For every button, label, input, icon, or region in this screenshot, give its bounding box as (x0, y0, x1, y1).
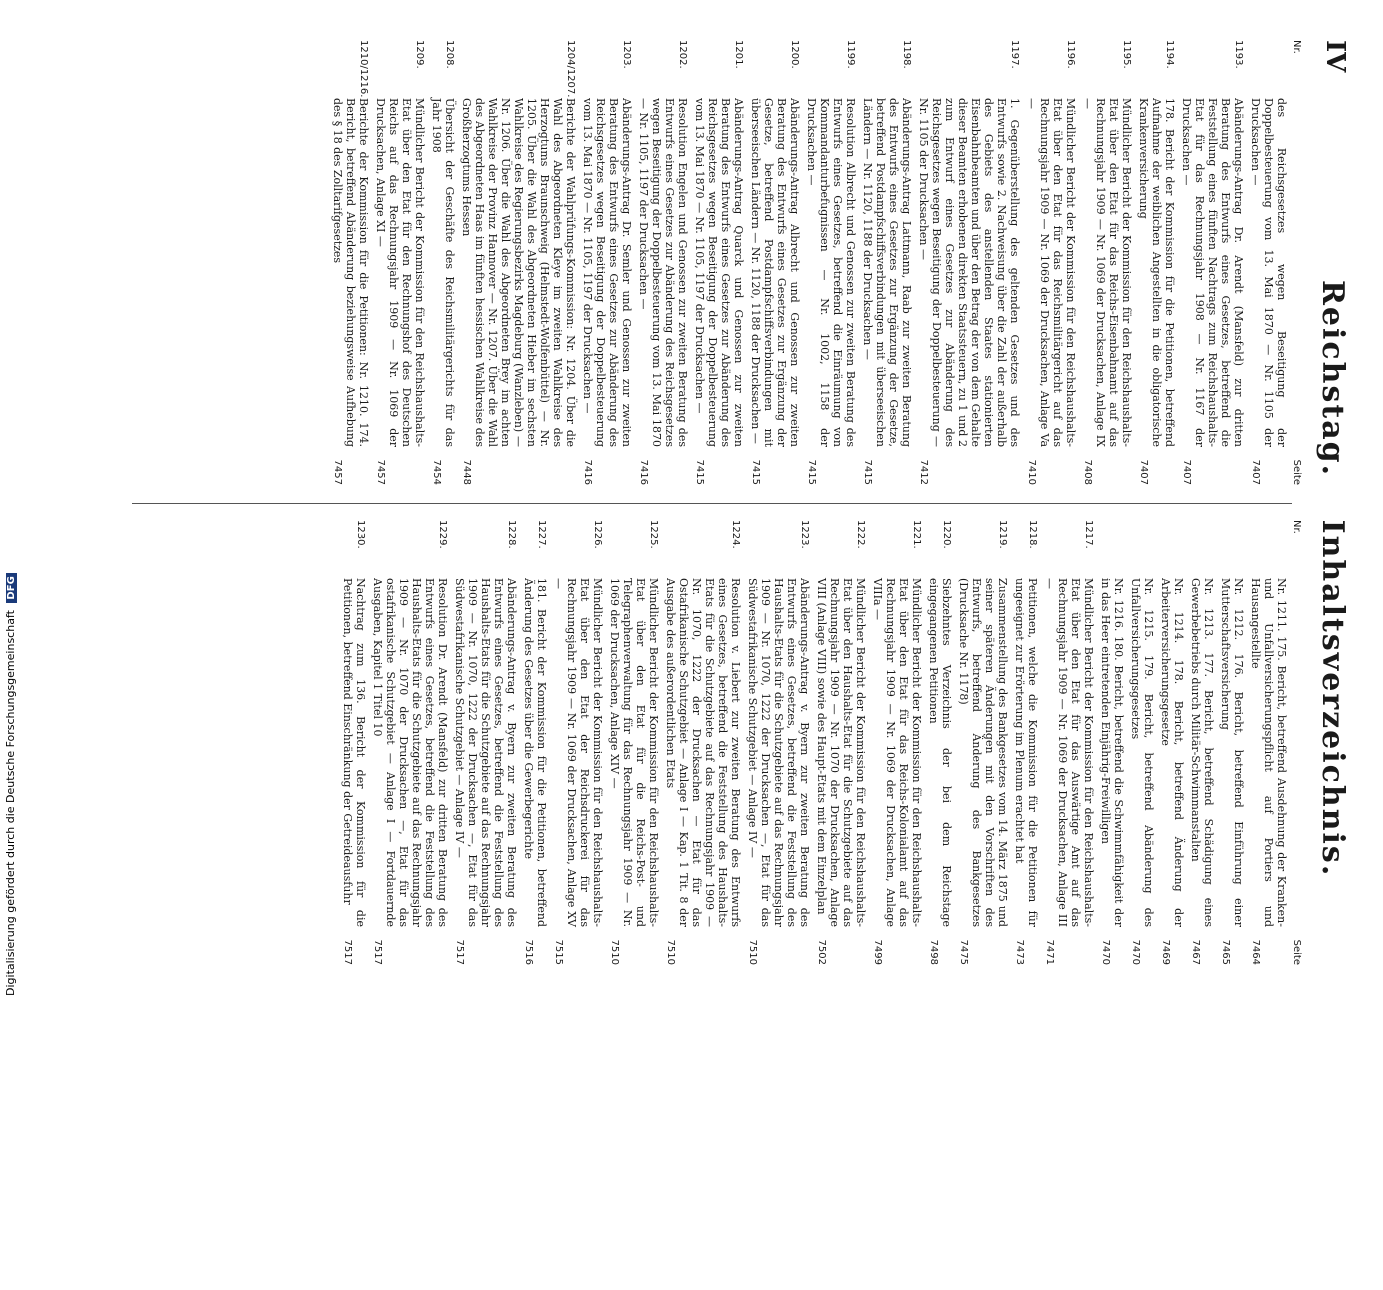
entry-text: Abänderungs-Antrag Dr. Semler und Genossen zur zweiten Beratung des Entwurfs eines Gesetzes zur Abänderung des Reichsgesetzes wegen Beseitigung der Doppelbesteuerung vom 13. Mai 1870 — Nr. 1105, 1197 der Drucksachen — (581, 98, 633, 447)
index-entry (927, 520, 953, 965)
entry-text: 181. Bericht der Kommission für die Petitionen, betreffend Änderung des Gesetzes über die Gewerbegerichte (522, 578, 548, 927)
index-entry (460, 40, 577, 485)
entry-number: 1230. (355, 520, 366, 549)
index-entry (1081, 40, 1133, 485)
index-entry (1025, 40, 1077, 485)
entry-number: 1222. (855, 520, 866, 549)
entry-text: Siebzehntes Verzeichnis der bei dem Reichstage eingegangenen Petitionen (927, 578, 953, 927)
entry-text: 178. Bericht der Kommission für die Petitionen, betreffend Aufnahme der weiblichen Angestellten in die obligatorische Krankenversicherung (1137, 98, 1176, 447)
title-part1: Reichstag. (1315, 280, 1350, 478)
entry-page: 7464 (1250, 939, 1261, 965)
index-entry (374, 40, 426, 485)
entry-text: Resolution Dr. Arendt (Mansfeld) zur dritten Beratung des Entwurfs eines Gesetzes, betreffend die Feststellung des Haushalts-Etats für die Schutzgebiete auf das Rechnungsjahr 1909 — Nr. 1070 der Drucksachen —, Etat für das ostafrikanische Schutzgebiet — Anlage I — Fortdauernde Ausgaben, Kapitel 1 Titel 10 (371, 578, 449, 927)
index-entry (331, 40, 370, 485)
entry-number: 1229. (437, 520, 448, 549)
entry-number: 1195. (1121, 40, 1132, 69)
entry-number (1219, 520, 1245, 578)
entry-text: Nr. 1211. 175. Bericht, betreffend Ausdehnung der Kranken- und Unfallversicherungspflicht auf Portiers und Hausangestellte (1249, 578, 1288, 927)
page-header (1306, 40, 1350, 970)
entry-number (1159, 520, 1185, 578)
index-entry (552, 520, 604, 965)
right-column-header (1288, 520, 1302, 965)
entry-text: Abänderungs-Antrag Dr. Arendt (Mansfeld) zur dritten Beratung des Entwurfs eines Gesetzes, betreffend die Feststellung eines fünften Nachtrags zum Reichshaushalts-Etat für das Rechnungsjahr 1908 — Nr. 1167 der Drucksachen — (1180, 98, 1245, 447)
index-entry (522, 520, 548, 965)
entry-text: Petitionen, welche die Kommission für die Petitionen für ungeeignet zur Erörterung im Plenum erachtet hat (1013, 578, 1039, 927)
entry-number: 1200. (789, 40, 800, 69)
entry-page: 7457 (375, 459, 386, 485)
entry-text: Mündlicher Bericht der Kommission für den Reichshaushalts-Etat über den Haushalts-Etat für die Schutzgebiete auf das Rechnungsjahr 1909 — Nr. 1070 der Drucksachen, Anlage VIII (Anlage VIII) sowie des Haupt-Etats mit dem Einzelplan (815, 578, 867, 927)
entry-page: 7415 (750, 459, 761, 485)
entry-page: 7517 (454, 939, 465, 965)
credit-text: Digitalisierung gefördert durch die Deutsche Forschungsgemeinschaft (4, 610, 17, 996)
index-entry (861, 40, 913, 485)
no-label: Nr. (1291, 520, 1302, 534)
entry-text: des Reichsgesetzes wegen Beseitigung der Doppelbesteuerung vom 13. Mai 1870 — Nr. 1105 der Drucksachen — (1249, 98, 1288, 447)
entry-number: 1194. (1164, 40, 1175, 69)
entry-text: Mündlicher Bericht der Kommission für den Reichshaushalts-Etat über den Etat für das Reichs-Eisenbahnamt auf das Rechnungsjahr 1909 — Nr. 1069 der Drucksachen, Anlage IX — (1081, 98, 1133, 447)
entry-number (1099, 520, 1125, 578)
title-part2: Inhaltsverzeichnis. (1315, 519, 1350, 878)
index-entry (1099, 520, 1125, 965)
index-entry (1180, 40, 1245, 485)
entry-page: 7470 (1100, 939, 1111, 965)
index-entry (581, 40, 633, 485)
entry-page: 7407 (1138, 459, 1149, 485)
entry-number: 1221. (911, 520, 922, 549)
index-entry (1137, 40, 1176, 485)
index-entry (1159, 520, 1185, 965)
left-entry-list (331, 40, 1288, 485)
entry-number: 1225. (648, 520, 659, 549)
entry-number: 1220. (941, 520, 952, 549)
index-entry (637, 40, 689, 485)
index-entry (1043, 520, 1095, 965)
entry-number: 1203. (621, 40, 632, 69)
entry-text: Mündlicher Bericht der Kommission für den Reichshaushalts-Etat über den Etat für die Reichs-Post- und Telegraphenverwaltung für das Rechnungsjahr 1909 — Nr. 1069 der Drucksachen, Anlage XIV — (608, 578, 660, 927)
right-column (122, 520, 1302, 965)
entry-page: 7415 (694, 459, 705, 485)
rotated-page (331, 40, 1350, 1290)
entry-number: 1223. (799, 520, 810, 549)
entry-text: Nachtrag zum 136. Bericht der Kommission für die Petitionen, betreffend Einschränkung der Getreideausfuhr (341, 578, 367, 927)
entry-text: Mündlicher Bericht der Kommission für den Reichshaushalts-Etat über den Etat für das Reichsmilitärgericht auf das Rechnungsjahr 1909 — Nr. 1069 der Drucksachen, Anlage Va — (1025, 98, 1077, 447)
entry-page: 7407 (1181, 459, 1192, 485)
index-entry (746, 520, 811, 965)
entry-text: Abänderungs-Antrag Quarck und Genossen zur zweiten Beratung des Entwurfs eines Gesetzes zur Abänderung des Reichsgesetzes wegen Beseitigung der Doppelbesteuerung vom 13. Mai 1870 — Nr. 1105, 1197 der Drucksachen — (693, 98, 745, 447)
entry-number: 1209. (414, 40, 425, 69)
entry-number: 1208. (444, 40, 455, 69)
index-entry (957, 520, 1009, 965)
entry-page: 7516 (523, 939, 534, 965)
entry-text: Zusammenstellung des Bankgesetzes vom 14. März 1875 und seiner späteren Änderungen mit den Vorschriften des Entwurfs, betreffend Änderung des Bankgesetzes (Drucksache Nr. 1178) (957, 578, 1009, 927)
entry-text: Berichte der Wahlprüfungs-Kommission: Nr. 1204. Über die Wahl des Abgeordneten Kleye im zweiten Wahlkreise des Herzogtums Braunschweig (Helmstedt-Wolfenbüttel) — Nr. 1205. Über die Wahl des Abgeordneten Hieber im sechsten Wahlkreise des Regierungsbezirks Magdeburg (Wanzleben) — Nr. 1206. Über die Wahl des Abgeordneten Brey im achten Wahlkreise der Provinz Hannover — Nr. 1207. Über die Wahl des Abgeordneten Haas im fünften hessischen Wahlkreise des Großherzogtums Hessen (460, 98, 577, 447)
entry-text: Berichte der Kommission für die Petitionen: Nr. 1210. 174. Bericht, betreffend Abänderung beziehungsweise Aufhebung des § 18 des Zolltarifgesetzes (331, 98, 370, 447)
page-label: Seite (1291, 459, 1302, 485)
index-entry (749, 40, 801, 485)
index-entry (917, 40, 1021, 485)
index-entry (1219, 520, 1245, 965)
page-title (1315, 280, 1350, 877)
entry-number: 1228. (506, 520, 517, 549)
left-column (122, 40, 1302, 485)
index-entry (1249, 520, 1288, 965)
entry-number: 1210/1216. (358, 40, 369, 98)
entry-text: Übersicht der Geschäfte des Reichsmilitärgerichts für das Jahr 1908 (430, 98, 456, 447)
entry-text: Nr. 1214. 178. Bericht, betreffend Änderung der Arbeiterversicherungsgesetze (1159, 578, 1185, 927)
entry-page: 7469 (1160, 939, 1171, 965)
entry-text: Mündlicher Bericht der Kommission für den Reichshaushalts-Etat über den Etat für das Auswärtige Amt auf das Rechnungsjahr 1909 — Nr. 1069 der Drucksachen, Anlage III — (1043, 578, 1095, 927)
entry-page: 7510 (665, 939, 676, 965)
entry-text: Abänderungs-Antrag v. Byern zur zweiten Beratung des Entwurfs eines Gesetzes, betreffend die Feststellung des Haushalts-Etats für die Schutzgebiete auf das Rechnungsjahr 1909 — Nr. 1070, 1222 der Drucksachen —, Etat für das Südwestafrikanische Schutzgebiet — Anlage IV — (746, 578, 811, 927)
entry-text: Abänderungs-Antrag Lattmann, Raab zur zweiten Beratung des Entwurfs eines Gesetzes zur Ergänzung der Gesetze, betreffend Postdampfschiffsverbindungen mit überseeischen Ländern — Nr. 1120, 1188 der Drucksachen — (861, 98, 913, 447)
entry-page: 7498 (928, 939, 939, 965)
index-entry (664, 520, 742, 965)
entry-number: 1219. (997, 520, 1008, 549)
entry-number: 1199. (845, 40, 856, 69)
entry-number: 1227. (536, 520, 547, 549)
entry-page: 7416 (582, 459, 593, 485)
entry-page: 7412 (918, 459, 929, 485)
entry-text: Abänderungs-Antrag v. Byern zur zweiten Beratung des Entwurfs eines Gesetzes, betreffend die Feststellung des Haushalts-Etats für die Schutzgebiete auf das Rechnungsjahr 1909 — Nr. 1070, 1222 der Drucksachen —, Etat für das Südwestafrikanische Schutzgebiet — Anlage IV — (453, 578, 518, 927)
index-entry (1129, 520, 1155, 965)
index-entry (371, 520, 449, 965)
index-entry (341, 520, 367, 965)
index-entry (1013, 520, 1039, 965)
entry-page: 7473 (1014, 939, 1025, 965)
entry-text: Resolution v. Liebert zur zweiten Beratung des Entwurfs eines Gesetzes, betreffend die Feststellung des Haushalts-Etats für die Schutzgebiete auf das Rechnungsjahr 1909 — Nr. 1070, 1222 der Drucksachen — Etat für das Ostafrikanische Schutzgebiet — Anlage I — Kap. 1 Tit. 8 der Ausgabe des außerordentlichen Etats (664, 578, 742, 927)
entry-page: 7475 (958, 939, 969, 965)
entry-number: 1196. (1065, 40, 1076, 69)
entry-page: 7510 (747, 939, 758, 965)
entry-page: 7467 (1190, 939, 1201, 965)
entry-page: 7415 (862, 459, 873, 485)
entry-page: 7416 (638, 459, 649, 485)
index-entry (693, 40, 745, 485)
entry-text: 1. Gegenüberstellung des geltenden Gesetzes und des Entwurfs sowie 2. Nachweisung über die Zahl der außerhalb des Gebiets des anstellenden Staates stationierten Eisenbahnbeamten und über den Betrag der von dem Gehalte dieser Beamten erhobenen direkten Staatssteuern, zu 1 und 2 zum Entwurf eines Gesetzes zur Abänderung des Reichsgesetzes wegen Beseitigung der Doppelbesteuerung — Nr. 1105 der Drucksachen — (917, 98, 1021, 447)
entry-text: Nr. 1213. 177. Bericht, betreffend Schädigung eines Gewerbebetriebs durch Militär-Schwimmanstalten (1189, 578, 1215, 927)
left-column-header (1288, 40, 1302, 485)
index-entry (1249, 40, 1288, 485)
entry-page: 7415 (806, 459, 817, 485)
entry-text: Nr. 1215. 179. Bericht, betreffend Abänderung des Unfallversicherungsgesetzes (1129, 578, 1155, 927)
entry-text: Resolution Albrecht und Genossen zur zweiten Beratung des Entwurfs eines Gesetzes, betreffend die Einräumung von Kommandanturbefugnissen — Nr. 1002, 1158 der Drucksachen — (805, 98, 857, 447)
entry-text: Mündlicher Bericht der Kommission für den Reichshaushalts-Etat über den Etat für das Reichs-Kolonialamt auf das Rechnungsjahr 1909 — Nr. 1069 der Drucksachen, Anlage VIIIa — (871, 578, 923, 927)
entry-number: 1201. (733, 40, 744, 69)
entry-page: 7517 (342, 939, 353, 965)
entry-page: 7454 (431, 459, 442, 485)
entry-page: 7408 (1082, 459, 1093, 485)
entry-number: 1202. (677, 40, 688, 69)
entry-page: 7410 (1026, 459, 1037, 485)
page-number: IV (1320, 40, 1350, 73)
index-entry (430, 40, 456, 485)
entry-text: Mündlicher Bericht der Kommission für den Reichshaushalts-Etat über den Etat für den Rechnungshof des Deutschen Reichs auf das Rechnungsjahr 1909 — Nr. 1069 der Drucksachen, Anlage XI — (374, 98, 426, 447)
entry-page: 7407 (1250, 459, 1261, 485)
entry-page: 7471 (1044, 939, 1055, 965)
two-column-index (122, 40, 1302, 970)
entry-number: 1197. (1009, 40, 1020, 69)
entry-page: 7502 (816, 939, 827, 965)
entry-text: Nr. 1212. 176. Bericht, betreffend Einführung einer Mutterschaftsversicherung (1219, 578, 1245, 927)
entry-text: Nr. 1216. 180. Bericht, betreffend die Schwimmfähigkeit der in das Heer eintretenden Einjährig-Freiwilligen (1099, 578, 1125, 927)
entry-page: 7499 (872, 939, 883, 965)
entry-text: Resolution Engelen und Genossen zur zweiten Beratung des Entwurfs eines Gesetzes zur Abänderung des Reichsgesetzes wegen Beseitigung der Doppelbesteuerung vom 13. Mai 1870 — Nr. 1105, 1197 der Drucksachen — (637, 98, 689, 447)
entry-page: 7457 (332, 459, 343, 485)
entry-number: 1218. (1027, 520, 1038, 549)
entry-number: 1198. (901, 40, 912, 69)
index-entry (1189, 520, 1215, 965)
entry-number: 1224. (730, 520, 741, 549)
entry-page: 7448 (461, 459, 472, 485)
entry-page: 7515 (553, 939, 564, 965)
no-label: Nr. (1291, 40, 1302, 54)
entry-number: 1204/1207. (565, 40, 576, 98)
entry-number (1129, 520, 1155, 578)
entry-number: 1217. (1083, 520, 1094, 549)
index-entry (608, 520, 660, 965)
entry-number (1189, 520, 1215, 578)
entry-number: 1226. (592, 520, 603, 549)
right-entry-list (341, 520, 1288, 965)
entry-page: 7470 (1130, 939, 1141, 965)
entry-text: Abänderungs-Antrag Albrecht und Genossen zur zweiten Beratung des Entwurfs eines Gesetzes zur Ergänzung der Gesetze, betreffend Postdampfschiffsverbindungen mit überseeischen Ländern — Nr. 1120, 1188 der Drucksachen — (749, 98, 801, 447)
index-entry (815, 520, 867, 965)
index-entry (871, 520, 923, 965)
dfg-logo: DFG (6, 573, 17, 602)
entry-page: 7510 (609, 939, 620, 965)
entry-number: 1193. (1233, 40, 1244, 69)
page-label: Seite (1291, 939, 1302, 965)
entry-number (1249, 520, 1288, 578)
column-divider (132, 503, 1292, 504)
digitization-credit (4, 573, 17, 996)
index-entry (453, 520, 518, 965)
index-entry (805, 40, 857, 485)
entry-page: 7517 (372, 939, 383, 965)
entry-text: Mündlicher Bericht der Kommission für den Reichshaushalts-Etat über den Etat der Reichsdruckerei für das Rechnungsjahr 1909 — Nr. 1069 der Drucksachen, Anlage XV — (552, 578, 604, 927)
entry-number (1249, 40, 1288, 98)
entry-page: 7465 (1220, 939, 1231, 965)
